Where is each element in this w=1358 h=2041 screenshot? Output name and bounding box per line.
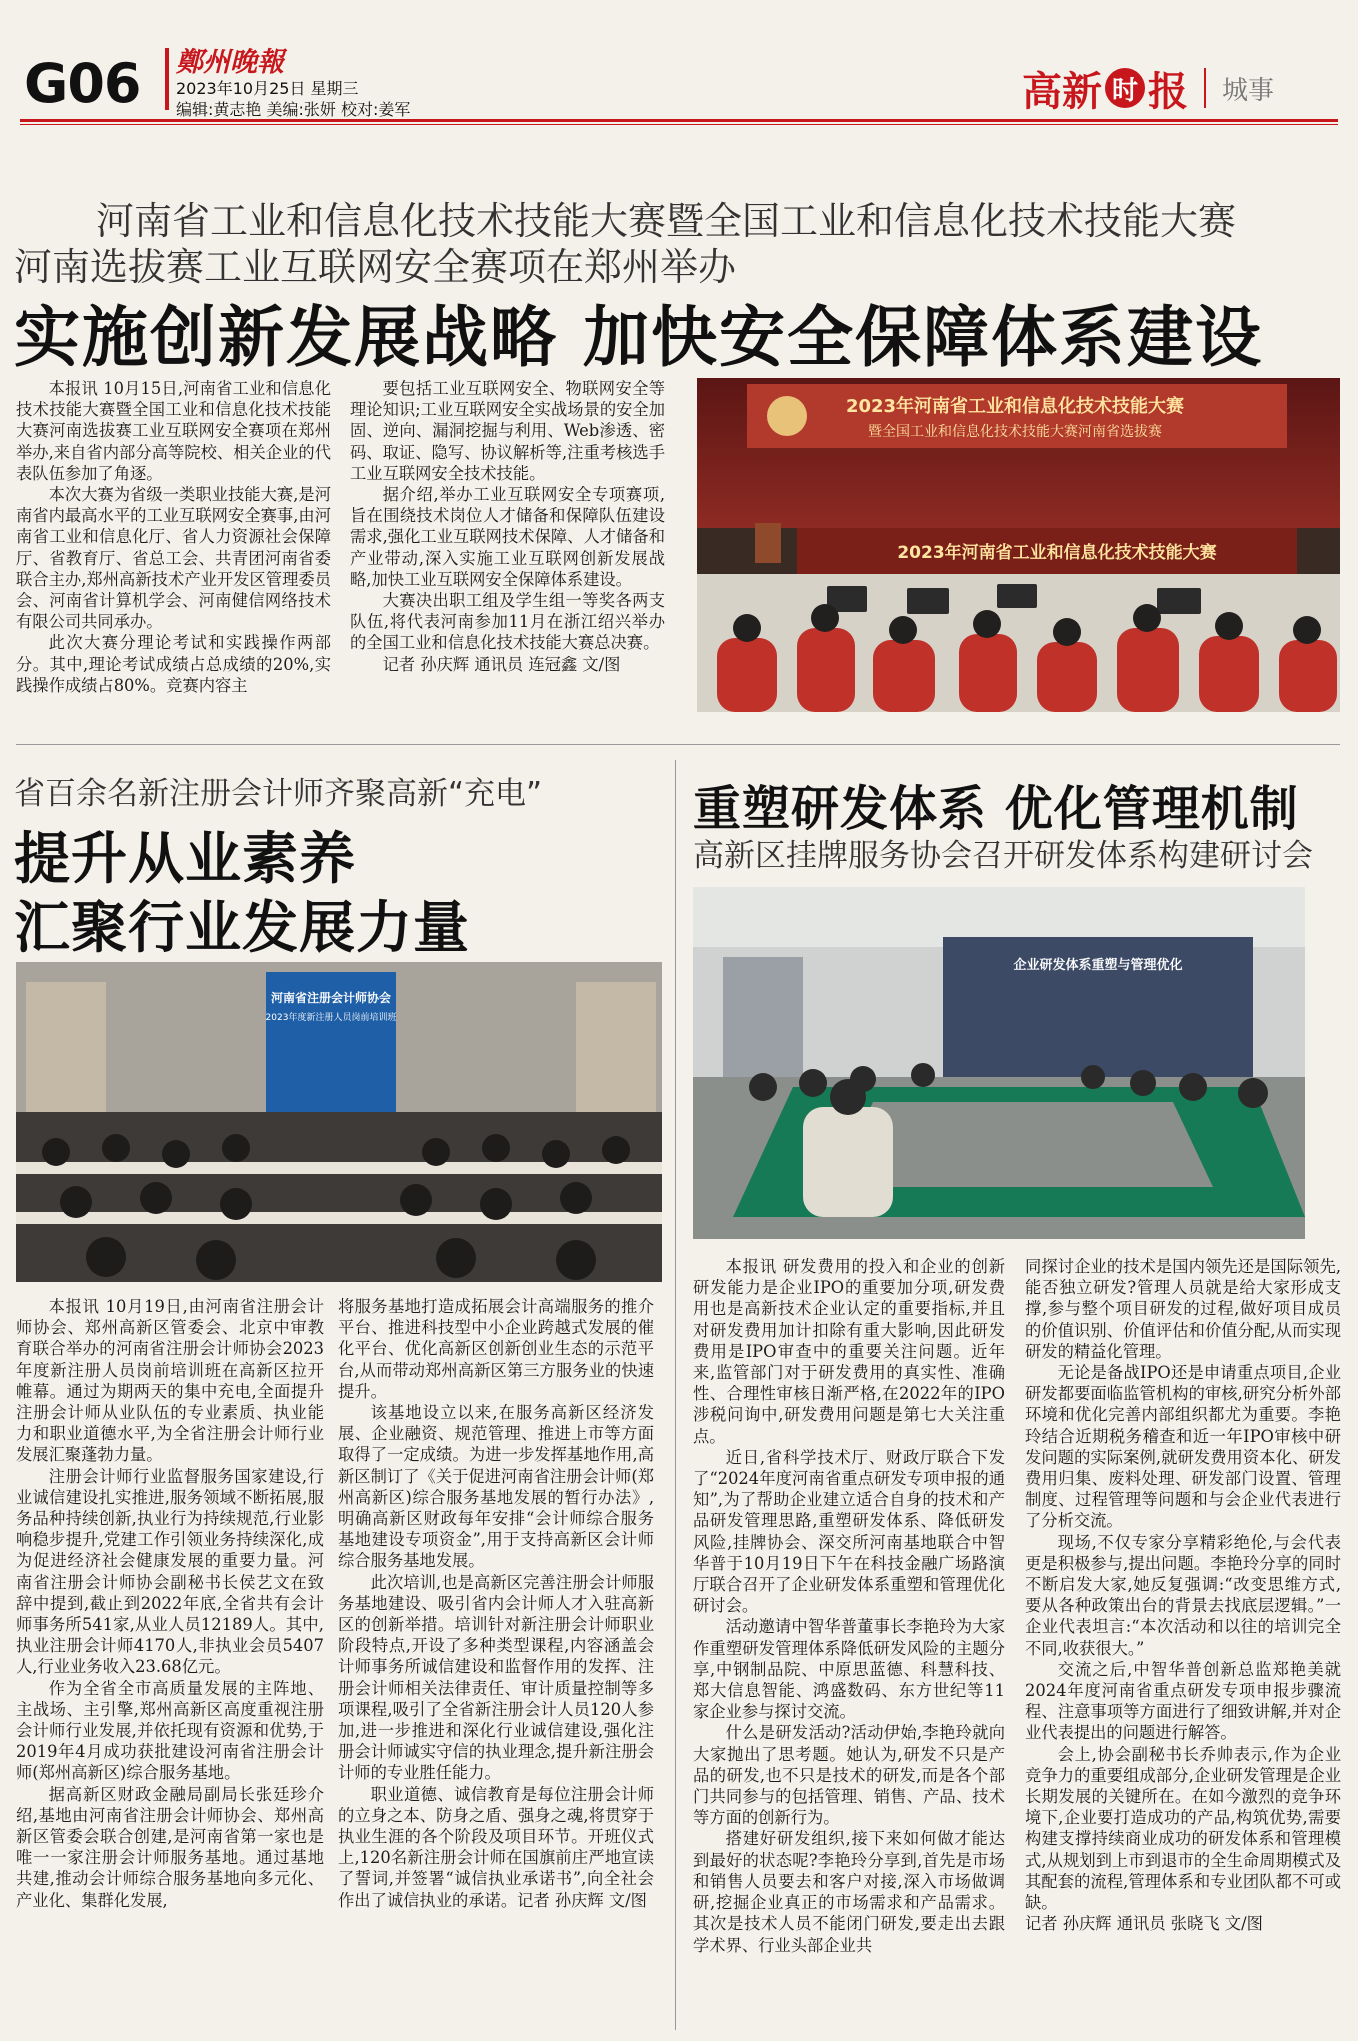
article1-kicker-line2: 河南选拔赛工业互联网安全赛项在郑州举办 [14, 245, 737, 289]
paragraph: 将服务基地打造成拓展会计高端服务的推介平台、推进科技型中小企业跨越式发展的催化平台、优化高新区创新创业生态的示范平台,从而带动郑州高新区第三方服务业的快速提升。 [338, 1297, 654, 1401]
section-name: 城事 [1222, 75, 1275, 106]
article1-headline: 实施创新发展战略 加快安全保障体系建设 [14, 299, 1263, 376]
article2-photo [16, 962, 662, 1282]
photo-banner-text: 河南省注册会计师协会 [270, 991, 392, 1005]
paragraph: 搭建好研发组织,接下来如何做才能达到最好的状态呢?李艳玲分享到,首先是市场和销售人员要去和客户对接,深入市场做调研,挖掘企业真正的市场需求和产品需求。其次是技术人员不能闭门研发,要走出去跟学术界、行业头部企业共 [693, 1829, 1005, 1955]
paragraph: 大赛决出职工组及学生组一等奖各两支队伍,将代表河南参加11月在浙江绍兴举办的全国工业和信息化技术技能大赛总决赛。 [350, 591, 665, 653]
brand-separator [1204, 68, 1206, 108]
article2-headline-line2: 汇聚行业发展力量 [14, 896, 470, 961]
issue-date: 2023年10月25日 星期三 [176, 79, 359, 98]
article1-photo [697, 378, 1340, 712]
article2-kicker: 省百余名新注册会计师齐聚高新“充电” [14, 776, 543, 812]
article2-column-2 [338, 1296, 654, 1911]
emblem-icon [767, 396, 807, 436]
section-brand [1022, 62, 1274, 114]
article1-kicker-line1: 河南省工业和信息化技术技能大赛暨全国工业和信息化技术技能大赛 [96, 199, 1237, 243]
newspaper-logo: 鄭州晚報 [176, 47, 284, 78]
paragraph: 据高新区财政金融局副局长张廷珍介绍,基地由河南省注册会计师协会、郑州高新区管委会联合创建,是河南省第一家也是唯一一家注册会计师服务基地。通过基地共建,推动会计师综合服务基地向多元化、产业化、集群化发展, [16, 1784, 324, 1910]
article3-column-2 [1025, 1256, 1341, 1935]
article3-column-1 [693, 1256, 1005, 1956]
header-rule-thin [20, 124, 1338, 125]
article3-headline: 重塑研发体系 优化管理机制 [693, 781, 1299, 837]
editor-credits: 编辑:黄志艳 美编:张妍 校对:姜军 [176, 100, 411, 119]
paragraph: 无论是备战IPO还是申请重点项目,企业研发都要面临监管机构的审核,研究分析外部环境和优化完善内部组织都尤为重要。李艳玲结合近期税务稽查和近一年IPO审核中研发问题的实际案例,就研发费用资本化、研发费用归集、废料处理、研发部门设置、管理制度、过程管理等问题和与会企业代表进行了分析交流。 [1025, 1363, 1341, 1531]
article1-byline: 记者 孙庆辉 通讯员 连冠鑫 文/图 [382, 654, 621, 674]
paragraph: 作为全省全市高质量发展的主阵地、主战场、主引擎,郑州高新区高度重视注册会计师行业发展,并依托现有资源和优势,于2019年4月成功获批建设河南省注册会计师(郑州高新区)综合服务基地。 [16, 1678, 324, 1783]
article1-column-2 [350, 378, 665, 675]
article2-headline-line1: 提升从业素养 [14, 827, 356, 892]
masthead [0, 0, 1358, 125]
paragraph: 会上,协会副秘书长乔帅表示,作为企业竞争力的重要组成部分,企业研发管理是企业长期发展的关键所在。在如今激烈的竞争环境下,企业要打造成功的产品,构筑优势,需要构建支撑持续商业成功的研发体系和管理模式,从规划到上市到退市的全生命周期模式及其配套的流程,管理体系和专业团队都不可或缺。 [1025, 1744, 1341, 1913]
masthead-divider [165, 48, 169, 110]
photo-banner-subtext: 2023年度新注册人员岗前培训班 [265, 1013, 397, 1023]
section-divider [16, 744, 1340, 745]
paragraph: 该基地设立以来,在服务高新区经济发展、企业融资、规范管理、推进上市等方面取得了一定成绩。为进一步发挥基地作用,高新区制订了《关于促进河南省注册会计师(郑州高新区)综合服务基地发展的暂行办法》,明确高新区财政每年安排“会计师综合服务基地建设专项资金”,用于支持高新区会计师综合服务基地发展。 [338, 1403, 654, 1571]
article1-column-1 [16, 378, 331, 696]
article3-photo [693, 887, 1305, 1239]
paragraph: 注册会计师行业监督服务国家建设,行业诚信建设扎实推进,服务领域不断拓展,服务品种持续创新,执业行为持续规范,行业影响稳步提升,党建工作引领业务持续深化,成为促进经济社会健康发展的重要力量。河南省注册会计师协会副秘书长侯艺文在致辞中提到,截止到2022年底,全省共有会计师事务所541家,从业人员12189人。其中,执业注册会计师4170人,非执业会员5407人,行业业务收入23.68亿元。 [16, 1466, 324, 1677]
paragraph: 活动邀请中智华普董事长李艳玲为大家作重塑研发管理体系降低研发风险的主题分享,中钢制品院、中原思蓝德、科慧科技、郑大信息智能、鸿盛数码、东方世纪等11家企业参与探讨交流。 [693, 1617, 1005, 1722]
brand-text-left: 高新 [1022, 68, 1102, 115]
brand-text-right: 报 [1148, 68, 1188, 115]
paragraph: 交流之后,中智华普创新总监郑艳美就2024年度河南省重点研发专项申报步骤流程、注意事项等方面进行了细致讲解,并对企业代表提出的问题进行解答。 [1025, 1659, 1341, 1743]
article3-kicker: 高新区挂牌服务协会召开研发体系构建研讨会 [693, 838, 1313, 874]
photo-banner-text: 2023年河南省工业和信息化技术技能大赛 [845, 396, 1185, 417]
paragraph: 此次大赛分理论考试和实践操作两部分。其中,理论考试成绩占总成绩的20%,实践操作成绩占80%。竞赛内容主 [16, 633, 331, 695]
paragraph: 同探讨企业的技术是国内领先还是国际领先,能否独立研发?管理人员就是给大家形成支撑,参与整个项目研发的过程,做好项目成员的价值识别、价值评估和价值分配,从而实现研发的精益化管理。 [1025, 1257, 1341, 1361]
header-rule [20, 119, 1338, 122]
paragraph: 现场,不仅专家分享精彩绝伦,与会代表更是积极参与,提出问题。李艳玲分享的同时不断启发大家,她反复强调:“改变思维方式,要从各种政策出台的背景去找底层逻辑。”一企业代表坦言:“本次活动和以往的培训完全不同,收获很大。” [1025, 1532, 1341, 1658]
paragraph: 本次大赛为省级一类职业技能大赛,是河南省内最高水平的工业互联网安全赛事,由河南省工业和信息化厅、省人力资源社会保障厅、省教育厅、省总工会、共青团河南省委联合主办,郑州高新技术产业开发区管理委员会、河南省计算机学会、河南健信网络技术有限公司共同承办。 [16, 485, 331, 632]
paragraph: 本报讯 10月15日,河南省工业和信息化技术技能大赛暨全国工业和信息化技术技能大赛河南选拔赛工业互联网安全赛项在郑州举办,来自省内部分高等院校、相关企业的代表队伍参加了角逐。 [16, 379, 331, 483]
column-divider [675, 760, 676, 2030]
photo-banner2-text: 2023年河南省工业和信息化技术技能大赛 [897, 543, 1217, 563]
page-number: G06 [24, 52, 141, 115]
paragraph: 本报讯 研发费用的投入和企业的创新研发能力是企业IPO的重要加分项,研发费用也是高新技术企业认定的重要指标,并且对研发费用加计扣除有重大影响,因此研发费用是IPO审查中的重要关注问题。近年来,监管部门对于研发费用的真实性、准确性、合理性审核日渐严格,在2022年的IPO涉税问询中,研发费用问题是第七大关注重点。 [693, 1257, 1005, 1446]
brand-circle-icon: 时 [1105, 68, 1145, 108]
photo-banner-subtext: 暨全国工业和信息化技术技能大赛河南省选拔赛 [868, 424, 1162, 440]
article3-byline: 记者 孙庆辉 通讯员 张晓飞 文/图 [1025, 1914, 1263, 1934]
paragraph: 近日,省科学技术厅、财政厅联合下发了“2024年度河南省重点研发专项申报的通知”,为了帮助企业建立适合自身的技术和产品研发管理思路,重塑研发体系、降低研发风险,挂牌协会、深交所河南基地联合中智华普于10月19日下午在科技金融广场路演厅联合召开了企业研发体系重塑和管理优化研讨会。 [693, 1447, 1005, 1616]
paragraph: 此次培训,也是高新区完善注册会计师服务基地建设、吸引省内会计师人才入驻高新区的创新举措。培训针对新注册会计师职业阶段特点,开设了多种类型课程,内容涵盖会计师事务所诚信建设和监督作用的发挥、注册会计师相关法律责任、审计质量控制等多项课程,吸引了全省新注册会计人员120人参加,进一步推进和深化行业诚信建设,强化注册会计师诚实守信的执业理念,提升新注册会计师的专业胜任能力。 [338, 1572, 654, 1783]
paragraph: 什么是研发活动?活动伊始,李艳玲就向大家抛出了思考题。她认为,研发不只是产品的研发,也不只是技术的研发,而是各个部门共同参与的包括管理、销售、产品、技术等方面的创新行为。 [693, 1723, 1005, 1828]
paragraph: 职业道德、诚信教育是每位注册会计师的立身之本、防身之盾、强身之魂,将贯穿于执业生涯的各个阶段及项目环节。开班仪式上,120名新注册会计师在国旗前庄严地宣读了誓词,并签署“诚信执业承诺书”,向全社会作出了诚信执业的承诺。记者 孙庆辉 文/图 [338, 1784, 654, 1910]
paragraph: 要包括工业互联网安全、物联网安全等理论知识;工业互联网安全实战场景的安全加固、逆向、漏洞挖掘与利用、Web渗透、密码、取证、隐写、协议解析等,注重考核选手工业互联网安全技术技能。 [350, 379, 665, 483]
photo-banner-text: 企业研发体系重塑与管理优化 [1013, 958, 1183, 973]
article2-column-1 [16, 1296, 324, 1911]
paragraph: 本报讯 10月19日,由河南省注册会计师协会、郑州高新区管委会、北京中审教育联合举办的河南省注册会计师协会2023年度新注册人员岗前培训班在高新区拉开帷幕。通过为期两天的集中充电,全面提升注册会计师从业队伍的专业素质、执业能力和职业道德水平,为全省注册会计师行业发展汇聚蓬勃力量。 [16, 1297, 324, 1465]
paragraph: 据介绍,举办工业互联网安全专项赛项,旨在围绕技术岗位人才储备和保障队伍建设需求,强化工业互联网技术保障、人才储备和产业带动,深入实施工业互联网创新发展战略,加快工业互联网安全保障体系建设。 [350, 485, 665, 589]
